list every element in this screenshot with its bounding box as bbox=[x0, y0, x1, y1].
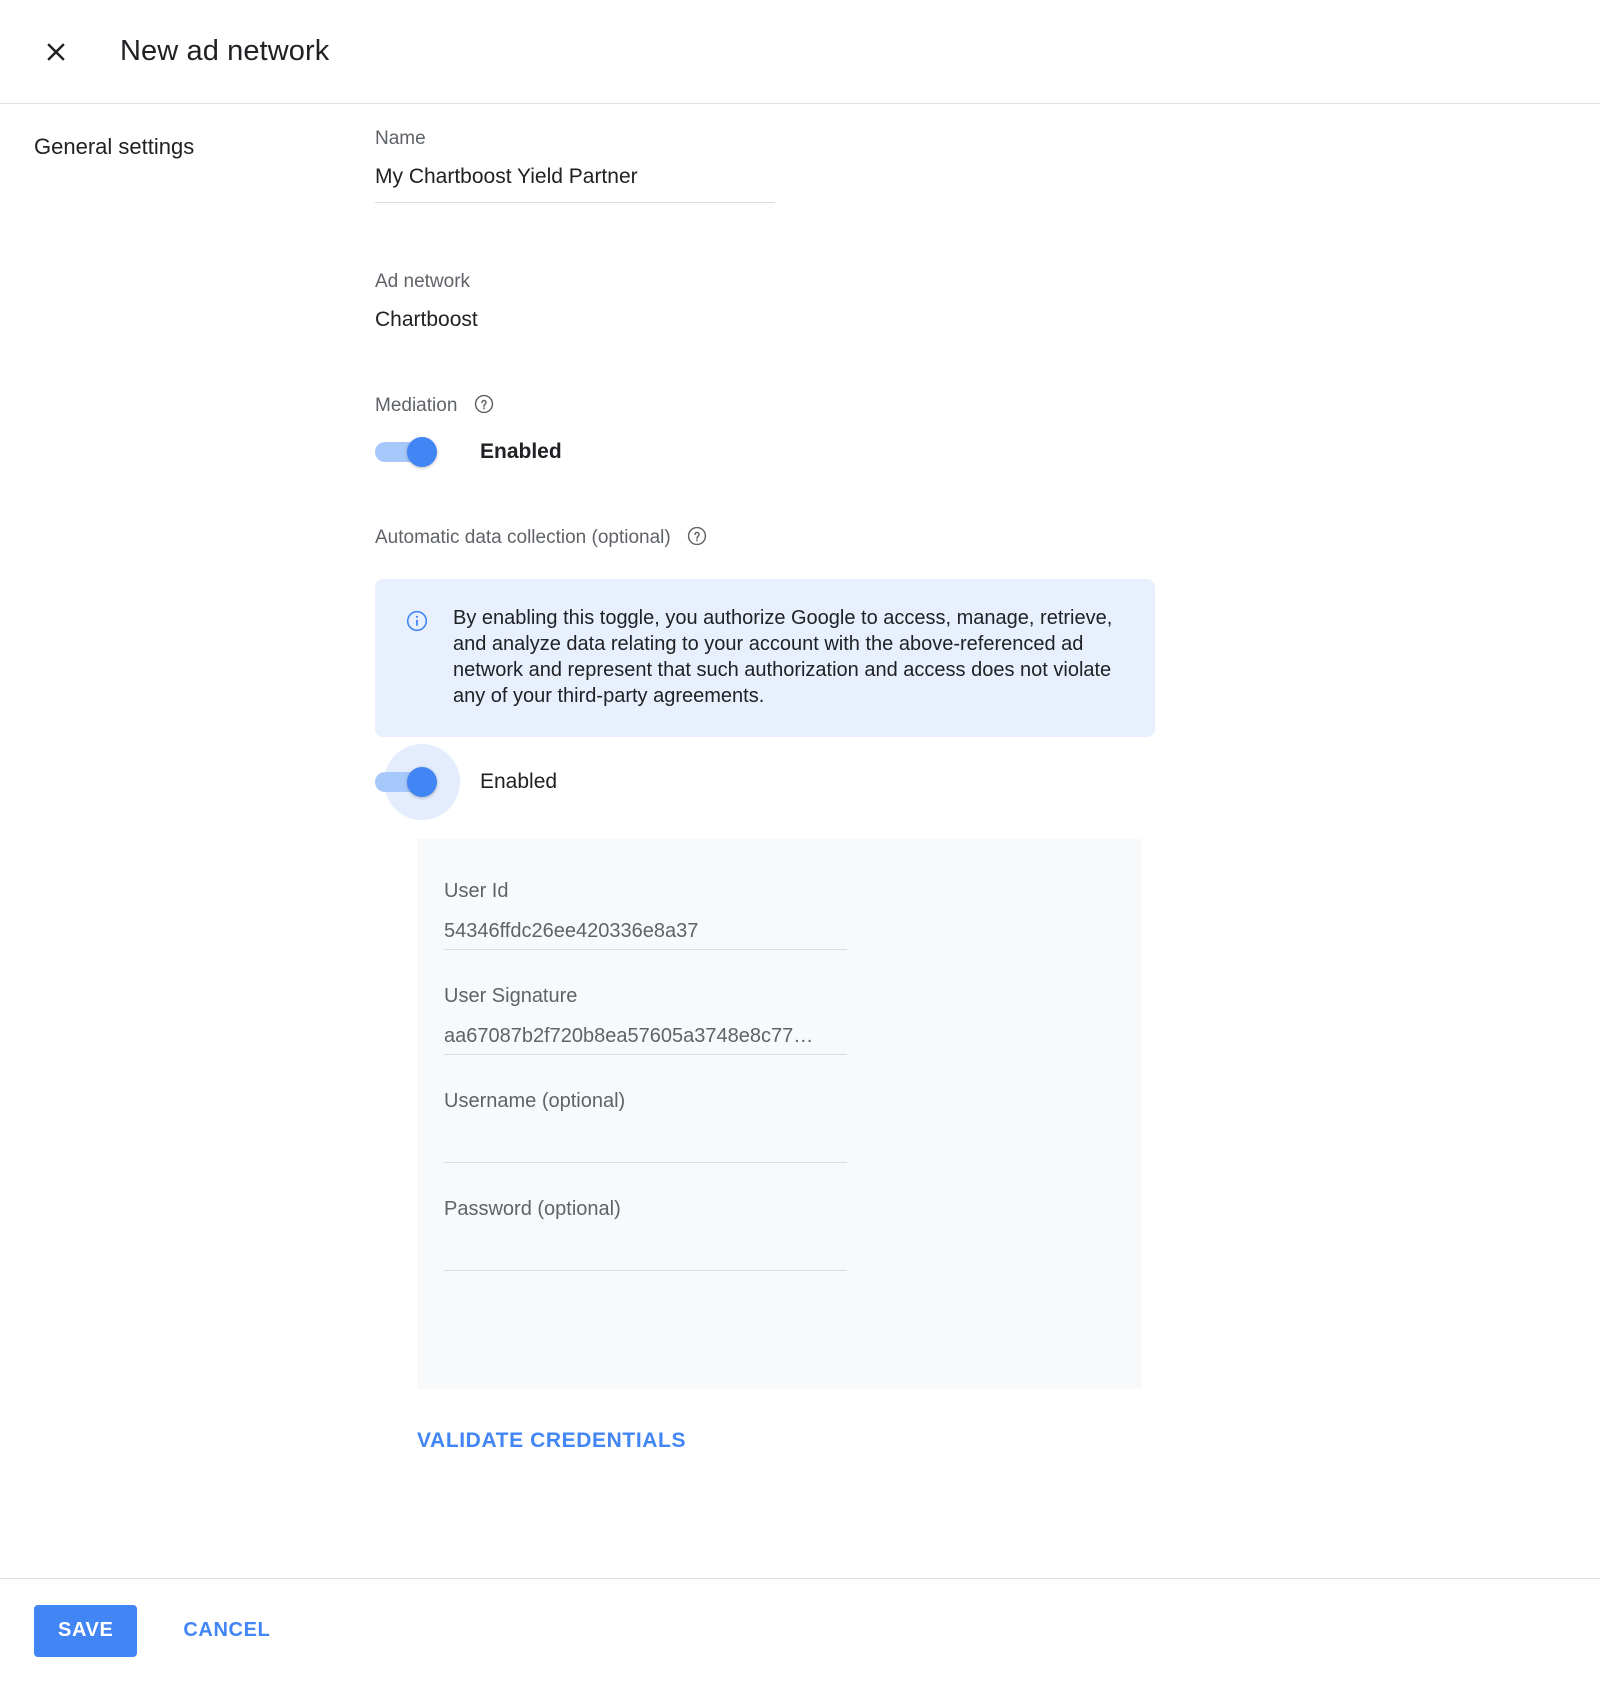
password-label: Password (optional) bbox=[444, 1198, 621, 1220]
automatic-data-collection-toggle-row bbox=[375, 767, 1475, 797]
password-field-group bbox=[444, 1195, 1142, 1271]
help-icon[interactable] bbox=[473, 393, 495, 415]
authorization-notice-text: By enabling this toggle, you authorize Google to access, manage, retrieve, and analyze data relating to your account with the above-referenced ad network and represent that such authorization and access does not violate any of your third-party agreements. bbox=[453, 607, 1113, 707]
name-value: My Chartboost Yield Partner bbox=[375, 165, 638, 188]
mediation-toggle-row bbox=[375, 437, 1475, 467]
user-id-value: 54346ffdc26ee420336e8a37 bbox=[444, 920, 699, 942]
name-label: Name bbox=[375, 128, 426, 149]
password-input[interactable] bbox=[444, 1223, 847, 1271]
toggle-knob bbox=[407, 767, 437, 797]
name-input[interactable] bbox=[375, 152, 775, 203]
save-button[interactable]: SAVE bbox=[34, 1605, 137, 1657]
credentials-card bbox=[417, 839, 1142, 1389]
user-signature-value: aa67087b2f720b8ea57605a3748e8c77… bbox=[444, 1025, 814, 1047]
mediation-label: Mediation bbox=[375, 393, 1475, 419]
user-id-label: User Id bbox=[444, 880, 509, 902]
dialog-content bbox=[0, 104, 1600, 1476]
toggle-knob bbox=[407, 437, 437, 467]
form-column bbox=[375, 126, 1475, 1453]
ad-network-value: Chartboost bbox=[375, 308, 478, 331]
automatic-data-collection-toggle-label: Enabled bbox=[480, 770, 558, 793]
user-signature-field-group bbox=[444, 982, 1142, 1055]
section-title: General settings bbox=[34, 134, 195, 159]
help-icon[interactable] bbox=[686, 525, 708, 547]
name-field-group bbox=[375, 126, 1475, 203]
user-signature-label: User Signature bbox=[444, 985, 578, 1007]
close-button[interactable] bbox=[34, 30, 78, 74]
info-icon bbox=[405, 609, 429, 638]
dialog-header bbox=[0, 0, 1600, 104]
user-id-field-group bbox=[444, 877, 1142, 950]
mediation-toggle-label: Enabled bbox=[480, 440, 562, 463]
user-id-input[interactable] bbox=[444, 905, 847, 950]
authorization-notice bbox=[375, 579, 1155, 737]
page-title: New ad network bbox=[120, 35, 330, 67]
mediation-toggle[interactable] bbox=[375, 437, 447, 467]
dialog-footer bbox=[0, 1578, 1600, 1682]
username-label: Username (optional) bbox=[444, 1090, 626, 1112]
automatic-data-collection-toggle[interactable] bbox=[375, 767, 447, 797]
username-field-group bbox=[444, 1087, 1142, 1163]
cancel-button[interactable]: CANCEL bbox=[169, 1605, 284, 1657]
ad-network-label: Ad network bbox=[375, 271, 471, 292]
validate-credentials-button[interactable]: VALIDATE CREDENTIALS bbox=[417, 1429, 687, 1452]
automatic-data-collection-label: Automatic data collection (optional) bbox=[375, 525, 1475, 551]
username-input[interactable] bbox=[444, 1115, 847, 1163]
mediation-group bbox=[375, 393, 1475, 467]
close-icon bbox=[41, 37, 71, 67]
automatic-data-collection-group bbox=[375, 525, 1475, 797]
user-signature-input[interactable] bbox=[444, 1010, 847, 1055]
ad-network-field-group bbox=[375, 269, 1475, 335]
